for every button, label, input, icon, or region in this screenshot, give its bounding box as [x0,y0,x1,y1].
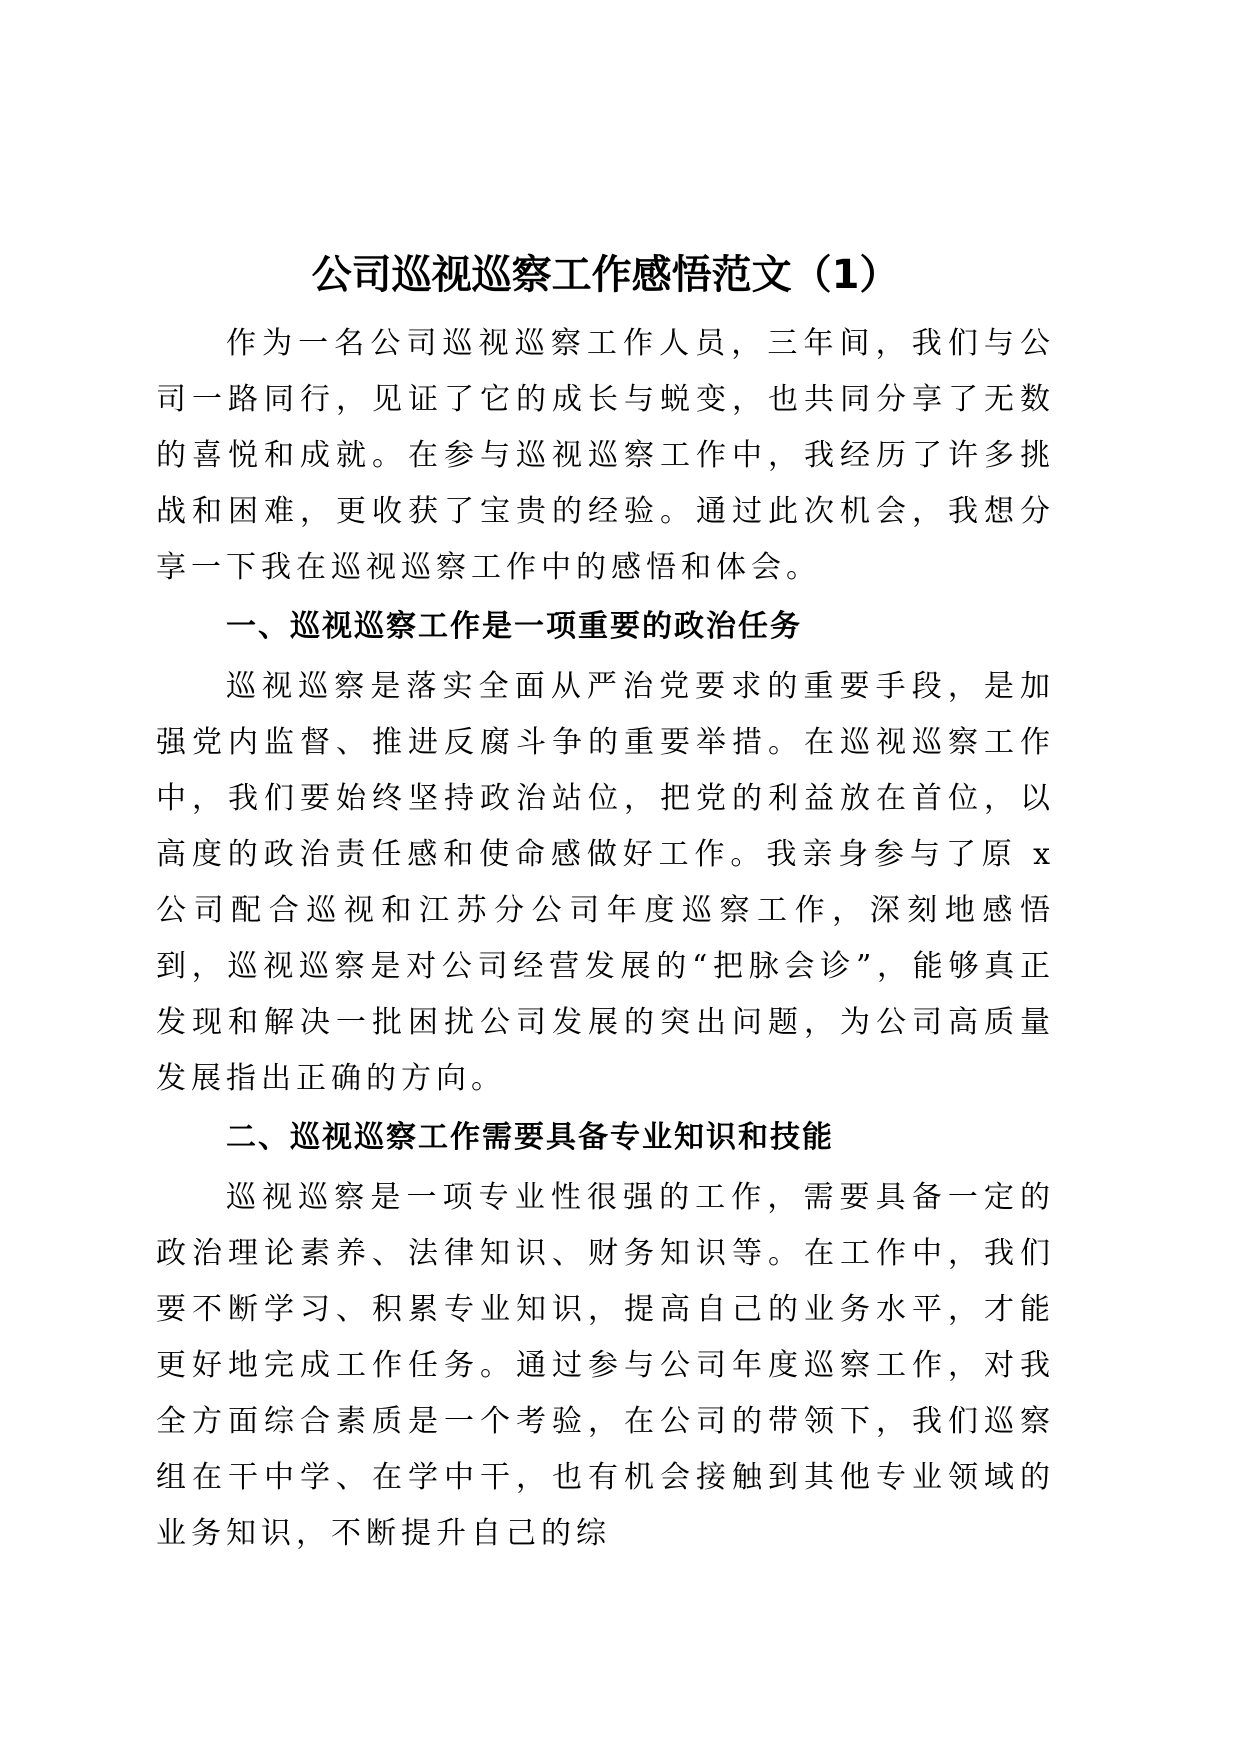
section-heading-2: 二、巡视巡察工作需要具备专业知识和技能 [226,1120,834,1155]
document-title: 公司巡视巡察工作感悟范文（1） [311,252,900,298]
section-paragraph-1: 巡视巡察是落实全面从严治党要求的重要手段，是加强党内监督、推进反腐斗争的重要举措。在巡视巡察工作中，我们要始终坚持政治站位，把党的利益放在首位，以高度的政治责任感和使命感做好工作。我亲身参与了原 x 公司配合巡视和江苏分公司年度巡察工作，深刻地感悟到，巡视巡察是对公司经营发展的“把脉会诊”，能够真正发现和解决一批困扰公司发展的突出问题，为公司高质量发展指出正确的方向。 [156,669,1055,1096]
document-body [156,246,1055,1562]
section-heading-1: 一、巡视巡察工作是一项重要的政治任务 [226,609,802,644]
section-paragraph-2: 巡视巡察是一项专业性很强的工作，需要具备一定的政治理论素养、法律知识、财务知识等。在工作中，我们要不断学习、积累专业知识，提高自己的业务水平，才能更好地完成工作任务。通过参与公司年度巡察工作，对我全方面综合素质是一个考验，在公司的带领下，我们巡察组在干中学、在学中干，也有机会接触到其他专业领域的业务知识，不断提升自己的综 [156,1180,1055,1551]
intro-paragraph: 作为一名公司巡视巡察工作人员，三年间，我们与公司一路同行，见证了它的成长与蜕变，也共同分享了无数的喜悦和成就。在参与巡视巡察工作中，我经历了许多挑战和困难，更收获了宝贵的经验。通过此次机会，我想分享一下我在巡视巡察工作中的感悟和体会。 [156,326,1055,585]
